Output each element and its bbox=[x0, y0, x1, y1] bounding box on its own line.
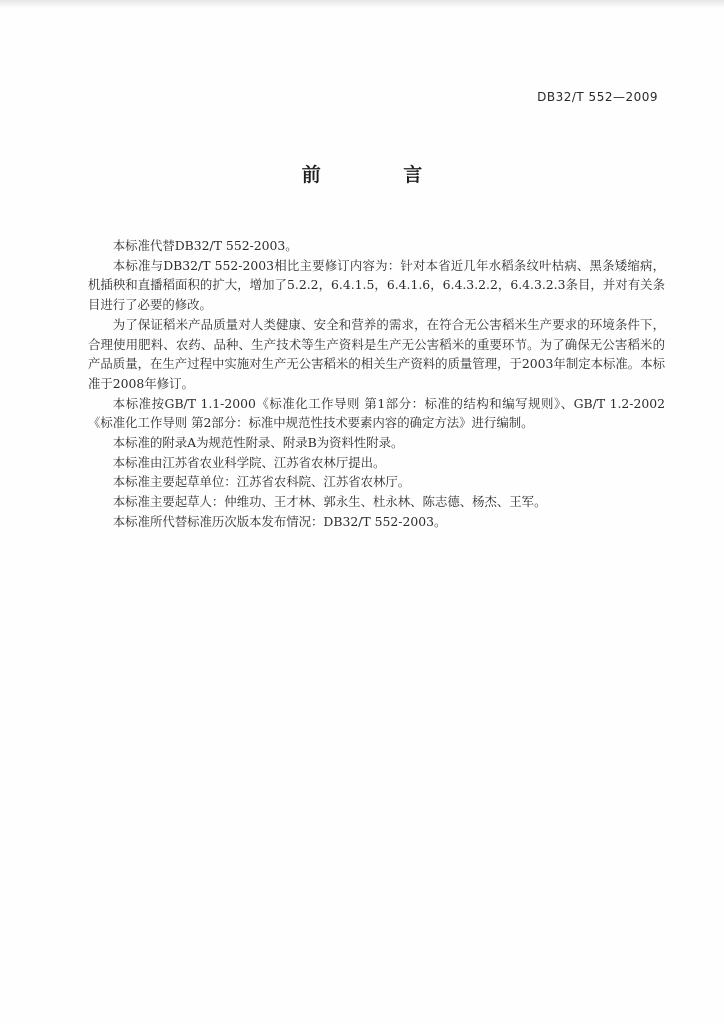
paragraph-replaces: 本标准代替DB32/T 552-2003。 bbox=[112, 238, 298, 253]
page-title: 前 言 bbox=[301, 164, 461, 186]
document-code: DB32/T 552—2009 bbox=[537, 90, 658, 104]
scan-edge-shadow bbox=[0, 0, 724, 8]
paragraph-drafting-units: 本标准主要起草单位：江苏省农科院、江苏省农林厅。 bbox=[112, 474, 411, 490]
paragraph-drafting-rules: 本标准按GB/T 1.1-2000《标准化工作导则 第1部分：标准的结构和编写规则》、GB/T 1.2-2002《标准化工作导则 第2部分：标准中规范性技术要素内容的确定方法》进行编制。 bbox=[88, 395, 665, 431]
foreword-body bbox=[88, 236, 665, 532]
paragraph-history: 本标准所代替标准历次版本发布情况：DB32/T 552-2003。 bbox=[112, 513, 447, 529]
paragraph-purpose: 为了保证稻米产品质量对人类健康、安全和营养的需求，在符合无公害稻米生产要求的环境条件下，合理使用肥料、农药、品种、生产技术等生产资料是生产无公害稻米的重要环节。为了确保无公害稻米的产品质量，在生产过程中实施对生产无公害稻米的相关生产资料的质量管理，于2003年制定本标准。本标准于2008年修订。 bbox=[88, 316, 665, 391]
paragraph-appendices: 本标准的附录A为规范性附录、附录B为资料性附录。 bbox=[112, 435, 404, 451]
paragraph-revisions: 本标准与DB32/T 552-2003相比主要修订内容为：针对本省近几年水稻条纹叶枯病、黑条矮缩病，机插秧和直播稻面积的扩大，增加了5.2.2，6.4.1.5，6.4.1.6，6.4.3.2.2，6.4.3.2.3条目，并对有关条目进行了必要的修改。 bbox=[88, 257, 665, 313]
paragraph-proposed-by: 本标准由江苏省农业科学院、江苏省农林厅提出。 bbox=[112, 454, 386, 470]
paragraph-drafters: 本标准主要起草人：仲维功、王才林、郭永生、杜永林、陈志德、杨杰、王军。 bbox=[112, 494, 547, 510]
